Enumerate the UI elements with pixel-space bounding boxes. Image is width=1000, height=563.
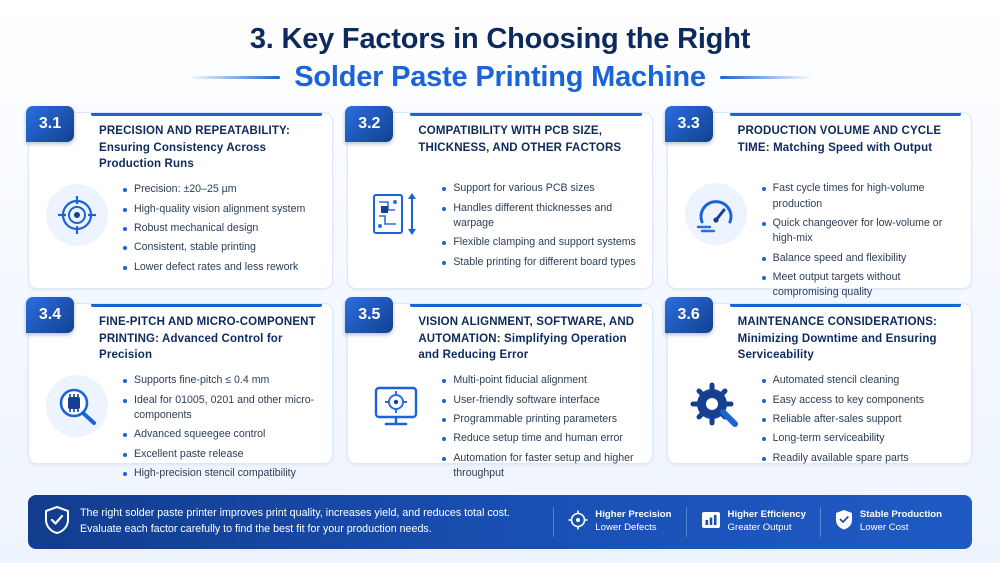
card-bullet-list [762, 371, 959, 470]
list-item: Multi-point fiducial alignment [442, 373, 639, 388]
footer-benefit-line-2: Lower Defects [595, 522, 657, 533]
footer-benefit-text [728, 509, 806, 535]
card-title-main: MAINTENANCE CONSIDERATIONS: [737, 316, 937, 329]
card-badge-number: 3.4 [26, 297, 74, 333]
target-icon [46, 184, 108, 246]
list-item: High-quality vision alignment system [123, 202, 320, 217]
card-badge-number: 3.2 [345, 106, 393, 142]
card-body [360, 371, 639, 485]
footer-benefit-list [553, 507, 956, 537]
footer-benefit-stability [820, 507, 956, 537]
magnifier-chip-icon [46, 375, 108, 437]
list-item: Reduce setup time and human error [442, 431, 639, 446]
card-body [360, 179, 639, 274]
list-item: Excellent paste release [123, 447, 320, 462]
footer-benefit-line-1: Higher Precision [595, 509, 672, 521]
card-bullet-list [762, 179, 959, 305]
card-icon-wrap [41, 180, 113, 279]
list-item: Support for various PCB sizes [442, 181, 639, 196]
card-badge-number: 3.1 [26, 106, 74, 142]
divider-right [720, 76, 812, 79]
factor-card-3-4[interactable] [28, 303, 333, 479]
list-item: Reliable after-sales support [762, 412, 959, 427]
card-body [41, 180, 320, 279]
card-icon-wrap [360, 371, 432, 485]
footer-line-1: The right solder paste printer improves print quality, increases yield, and reduces total cost. [80, 507, 510, 520]
card-title [418, 123, 639, 171]
page-header [0, 0, 1000, 94]
card-body [680, 179, 959, 305]
list-item: Robust mechanical design [123, 221, 320, 236]
factor-card-3-6[interactable] [667, 303, 972, 464]
footer-benefit-efficiency [686, 507, 820, 537]
list-item: Quick changeover for low-volume or high-mix [762, 216, 959, 247]
shield-small-icon [835, 509, 853, 535]
monitor-alignment-icon [365, 375, 427, 437]
summary-footer [28, 495, 972, 549]
list-item: Advanced squeegee control [123, 427, 320, 442]
footer-benefit-text [860, 509, 942, 535]
target-small-icon [568, 510, 588, 535]
card-bullet-list [442, 371, 639, 485]
list-item: Meet output targets without compromising quality [762, 270, 959, 301]
footer-benefit-line-1: Higher Efficiency [727, 509, 806, 521]
list-item: Precision: ±20–25 µm [123, 182, 320, 197]
card-title-main: FINE-PITCH AND MICRO-COMPONENT PRINTING: [99, 316, 316, 345]
list-item: Long-term serviceability [762, 431, 959, 446]
gear-wrench-icon [685, 375, 747, 437]
factor-card-3-3[interactable] [667, 112, 972, 299]
card-bullet-list [442, 179, 639, 274]
card-body [41, 371, 320, 485]
list-item: Lower defect rates and less rework [123, 260, 320, 275]
card-title-sub: Matching Speed with Output [773, 141, 933, 154]
list-item: High-precision stencil compatibility [123, 466, 320, 481]
list-item: Automated stencil cleaning [762, 373, 959, 388]
card-badge-number: 3.5 [345, 297, 393, 333]
card-title [99, 314, 320, 363]
card-title-sub: Simplifying Operation and Reducing Error [418, 332, 627, 361]
card-bullet-list [123, 180, 320, 279]
footer-benefit-line-2: Lower Cost [859, 522, 909, 533]
footer-benefit-line-2: Greater Output [727, 522, 792, 533]
list-item: Readily available spare parts [762, 451, 959, 466]
list-item: User-friendly software interface [442, 393, 639, 408]
shield-check-icon [44, 505, 70, 540]
card-badge-number: 3.3 [665, 106, 713, 142]
pcb-board-icon [365, 183, 427, 245]
list-item: Fast cycle times for high-volume production [762, 181, 959, 212]
card-title-sub: Ensuring Consistency Across Production Runs [99, 141, 267, 170]
factor-card-3-2[interactable] [347, 112, 652, 289]
factor-card-3-1[interactable] [28, 112, 333, 289]
card-title-sub: Minimizing Downtime and Ensuring Serviceability [737, 332, 937, 361]
list-item: Automation for faster setup and higher throughput [442, 451, 639, 482]
card-title-main: VISION ALIGNMENT, SOFTWARE, AND AUTOMATION: [418, 316, 635, 345]
list-item: Flexible clamping and support systems [442, 235, 639, 250]
card-body [680, 371, 959, 470]
footer-benefit-line-1: Stable Production [859, 509, 942, 521]
card-title-sub: Advanced Control for Precision [99, 332, 283, 361]
card-title-main: COMPATIBILITY WITH PCB SIZE, THICKNESS, AND OTHER FACTORS [418, 125, 622, 154]
list-item: Stable printing for different board types [442, 255, 639, 270]
card-icon-wrap [680, 179, 752, 305]
card-title [738, 314, 959, 363]
footer-line-2: Evaluate each factor carefully to find the best fit for your production needs. [80, 523, 432, 535]
list-item: Ideal for 01005, 0201 and other micro-components [123, 393, 320, 424]
list-item: Programmable printing parameters [442, 412, 639, 427]
card-title-main: PRODUCTION VOLUME AND CYCLE TIME: [737, 125, 942, 154]
card-title-main: PRECISION AND REPEATABILITY: [99, 125, 290, 138]
list-item: Easy access to key components [762, 393, 959, 408]
card-icon-wrap [41, 371, 113, 485]
card-icon-wrap [360, 179, 432, 274]
list-item: Balance speed and flexibility [762, 251, 959, 266]
card-badge-number: 3.6 [665, 297, 713, 333]
footer-benefit-precision [553, 507, 685, 537]
card-bullet-list [123, 371, 320, 485]
list-item: Handles different thicknesses and warpage [442, 201, 639, 232]
factor-card-3-5[interactable] [347, 303, 652, 479]
card-title [418, 314, 639, 363]
speedometer-icon [685, 183, 747, 245]
subtitle-row [0, 61, 1000, 94]
bar-chart-icon [701, 510, 721, 535]
page-title: 3. Key Factors in Choosing the Right [249, 23, 751, 55]
factor-card-grid [28, 112, 972, 479]
footer-benefit-text [595, 509, 671, 535]
page-subtitle: Solder Paste Printing Machine [294, 61, 706, 94]
divider-left [188, 76, 280, 79]
card-title [738, 123, 959, 171]
footer-message [44, 505, 553, 540]
list-item: Supports fine-pitch ≤ 0.4 mm [123, 373, 320, 388]
list-item: Consistent, stable printing [123, 240, 320, 255]
footer-text-block [80, 506, 510, 537]
card-icon-wrap [680, 371, 752, 470]
card-title [99, 123, 320, 172]
